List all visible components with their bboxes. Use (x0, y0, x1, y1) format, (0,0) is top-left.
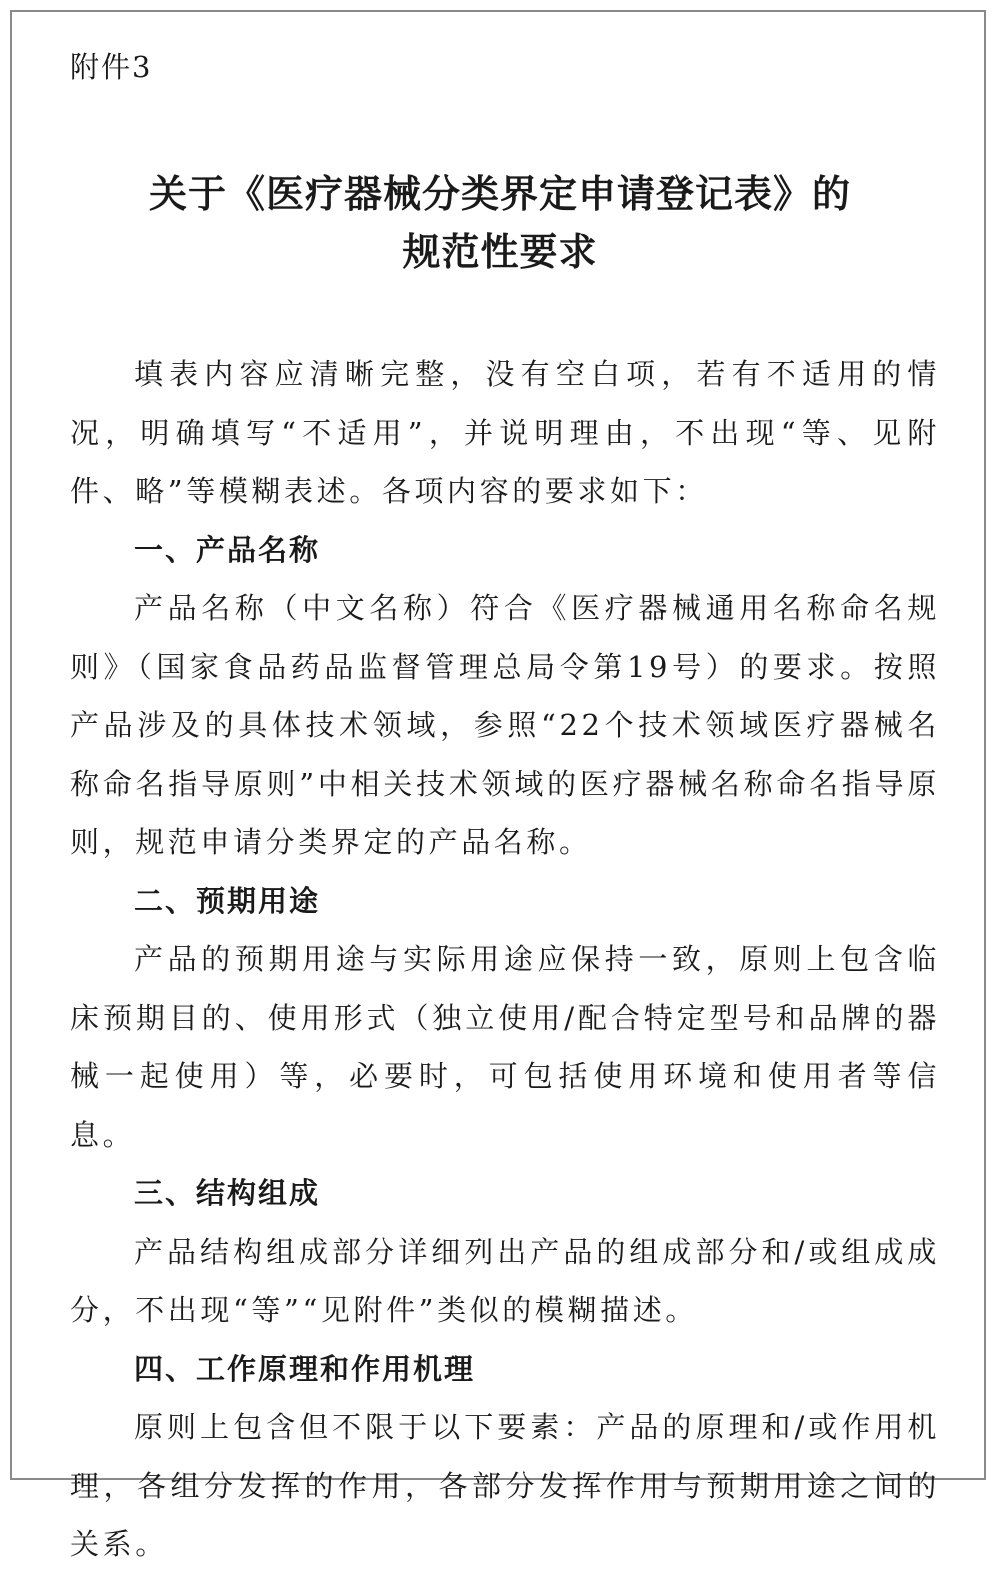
section-heading-working-principle: 四、工作原理和作用机理 (134, 1351, 476, 1386)
document-title-line-1: 关于《医疗器械分类界定申请登记表》的 (148, 172, 851, 216)
section-text-product-name: 产品名称（中文名称）符合《医疗器械通用名称命名规则》（国家食品药品监督管理总局令第19号）的要求。按照产品涉及的具体技术领域，参照“22个技术领域医疗器械名称命名指导原则”中相关技术领域的医疗器械名称命名指导原则，规范申请分类界定的产品名称。 (70, 591, 940, 859)
attachment-label: 附件3 (70, 50, 153, 84)
section-text-intended-use: 产品的预期用途与实际用途应保持一致，原则上包含临床预期目的、使用形式（独立使用/配合特定型号和品牌的器械一起使用）等，必要时，可包括使用环境和使用者等信息。 (70, 942, 940, 1152)
intro-paragraph: 填表内容应清晰完整，没有空白项，若有不适用的情况，明确填写“不适用”，并说明理由，不出现“等、见附件、略”等模糊表述。各项内容的要求如下： (70, 357, 940, 508)
document-title (60, 165, 940, 281)
section-text-working-principle: 原则上包含但不限于以下要素：产品的原理和/或作用机理，各组分发挥的作用，各部分发挥作用与预期用途之间的关系。 (70, 1410, 940, 1561)
section-heading-structure: 三、结构组成 (134, 1176, 321, 1210)
section-heading-intended-use: 二、预期用途 (134, 883, 321, 918)
section-heading-product-name: 一、产品名称 (134, 532, 321, 567)
document-body (70, 345, 940, 1574)
section-text-structure: 产品结构组成部分详细列出产品的组成部分和/或组成成分，不出现“等”“见附件”类似的模糊描述。 (70, 1234, 940, 1327)
document-title-line-2: 规范性要求 (402, 230, 598, 274)
